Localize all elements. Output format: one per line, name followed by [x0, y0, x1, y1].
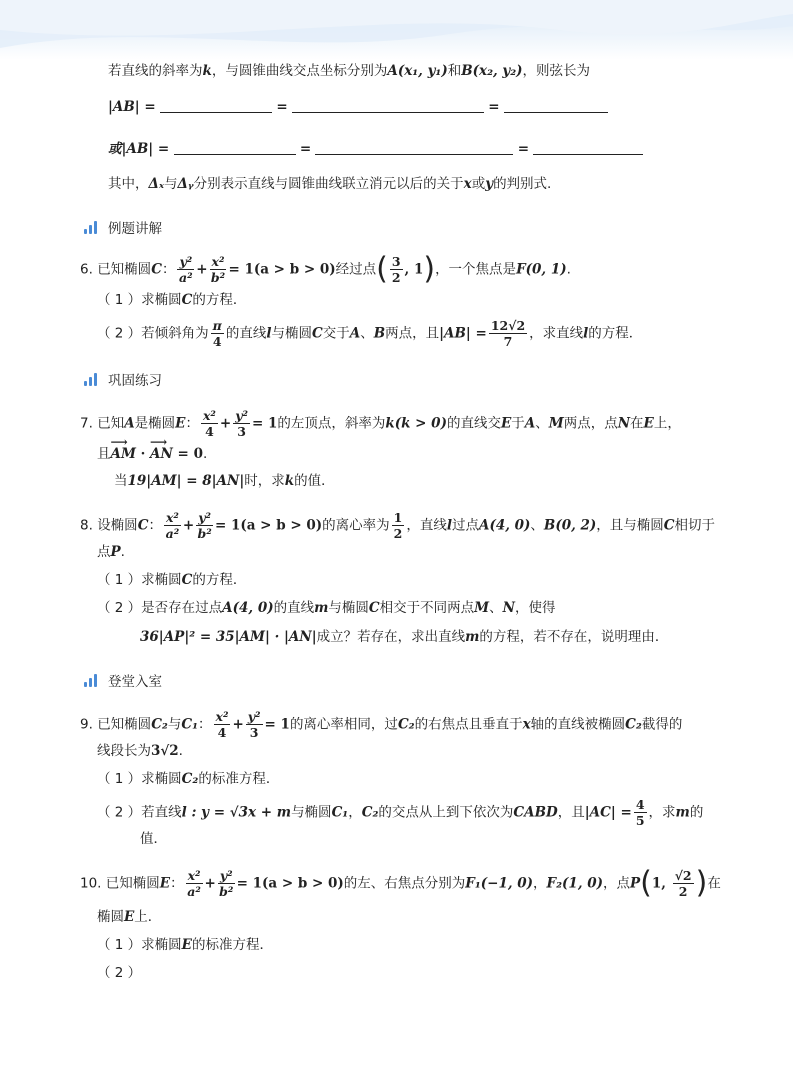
- blank-2: [292, 98, 484, 113]
- question-6-part-1: （ 1 ）求椭圆C的方程．: [97, 292, 247, 308]
- question-8-part-2: （ 2 ）是否存在过点A(4, 0)的直线m与椭圆C相交于不同两点M、N，使得: [97, 600, 556, 616]
- intro-line-1: 若直线的斜率为k，与圆锥曲线交点坐标分别为A(x₁, y₁)和B(x₂, y₂)，则弦长为: [108, 63, 591, 79]
- question-10-part-1: （ 1 ）求椭圆E的标准方程．: [97, 937, 273, 953]
- intro-or-formula-row: 或|AB| = = =: [108, 138, 643, 160]
- intro-ab-formula-row: |AB| = = =: [108, 96, 608, 118]
- question-6-part-2: （ 2 ）若倾斜角为 $\frac{\pi}{4}$ 的直线l与椭圆C交于A、B两点，且|AB| = $\frac{12√2}{7}$ ，求直线l的方程．: [97, 318, 643, 349]
- question-9-line-2: 线段长为3√2.: [97, 743, 183, 759]
- question-9: 9. 已知椭圆C₂与C₁： $\frac{\text{x²}}{4}$ + $\frac{\text{y²}}{3}$ = 1的离心率相同，过C₂的右焦点且垂直于x轴的直线被椭圆C₂截得的: [80, 709, 683, 740]
- question-6: 6. 已知椭圆C： $\frac{\text{y²}}{\text{a²}}$ + $\frac{\text{x²}}{\text{b²}}$ = 1(a > b > 0)经过点( $\frac{3}{2}$ , 1)，一个焦点是F(0, 1).: [80, 251, 571, 287]
- question-7-line-2: 且⟶ AM · ⟶ AN = 0.: [97, 443, 207, 465]
- blank-5: [315, 140, 513, 155]
- question-8-part-1: （ 1 ）求椭圆C的方程．: [97, 572, 247, 588]
- question-8-line-2: 点P.: [97, 544, 125, 560]
- question-7-line-3: 当19|AM| = 8|AN|时，求k的值．: [114, 473, 335, 489]
- question-8-part-2-line-2: 36|AP|² = 35|AM| · |AN|成立？若存在，求出直线m的方程，若不存在，说明理由．: [140, 629, 669, 645]
- blank-4: [174, 140, 296, 155]
- question-9-part-2-line-2: 值．: [140, 831, 167, 847]
- question-10-part-2: （ 2 ）: [97, 965, 142, 981]
- question-8: 8. 设椭圆C： $\frac{\text{x²}}{\text{a²}}$ + $\frac{\text{y²}}{\text{b²}}$ = 1(a > b > 0)的离心率为 $\frac{1}{2}$ ，直线l过点A(4, 0)、B(0, 2)，且与椭圆C相切于: [80, 510, 716, 541]
- question-10-line-2: 椭圆E上．: [97, 909, 162, 925]
- bar-chart-icon: [84, 221, 100, 234]
- question-7: 7. 已知A是椭圆E： $\frac{\text{x²}}{4}$ + $\frac{\text{y²}}{3}$ = 1的左顶点，斜率为k(k > 0)的直线交E于A、M两点，点N在E上，: [80, 408, 681, 439]
- blank-6: [533, 140, 643, 155]
- header-wave-banner: [0, 0, 793, 60]
- intro-note: 其中，Δₓ与Δᵧ分别表示直线与圆锥曲线联立消元以后的关于x或y的判别式.: [108, 176, 552, 192]
- question-9-part-2: （ 2 ）若直线l : y = √3x + m与椭圆C₁，C₂的交点从上到下依次为CABD，且|AC| = $\frac{4}{5}$ ，求m的: [97, 797, 704, 828]
- section-heading-practice: 巩固练习: [84, 371, 162, 391]
- blank-3: [504, 98, 608, 113]
- blank-1: [160, 98, 272, 113]
- question-10: 10. 已知椭圆E： $\frac{\text{x²}}{\text{a²}}$ + $\frac{\text{y²}}{\text{b²}}$ = 1(a > b > 0)的左、右焦点分别为F₁(−1, 0)，F₂(1, 0)，点P(1, $\frac{√2}{2}$ )在: [80, 865, 721, 901]
- section-heading-examples: 例题讲解: [84, 219, 162, 239]
- bar-chart-icon: [84, 674, 100, 687]
- bar-chart-icon: [84, 373, 100, 386]
- section-heading-advanced: 登堂入室: [84, 672, 162, 692]
- question-9-part-1: （ 1 ）求椭圆C₂的标准方程．: [97, 771, 280, 787]
